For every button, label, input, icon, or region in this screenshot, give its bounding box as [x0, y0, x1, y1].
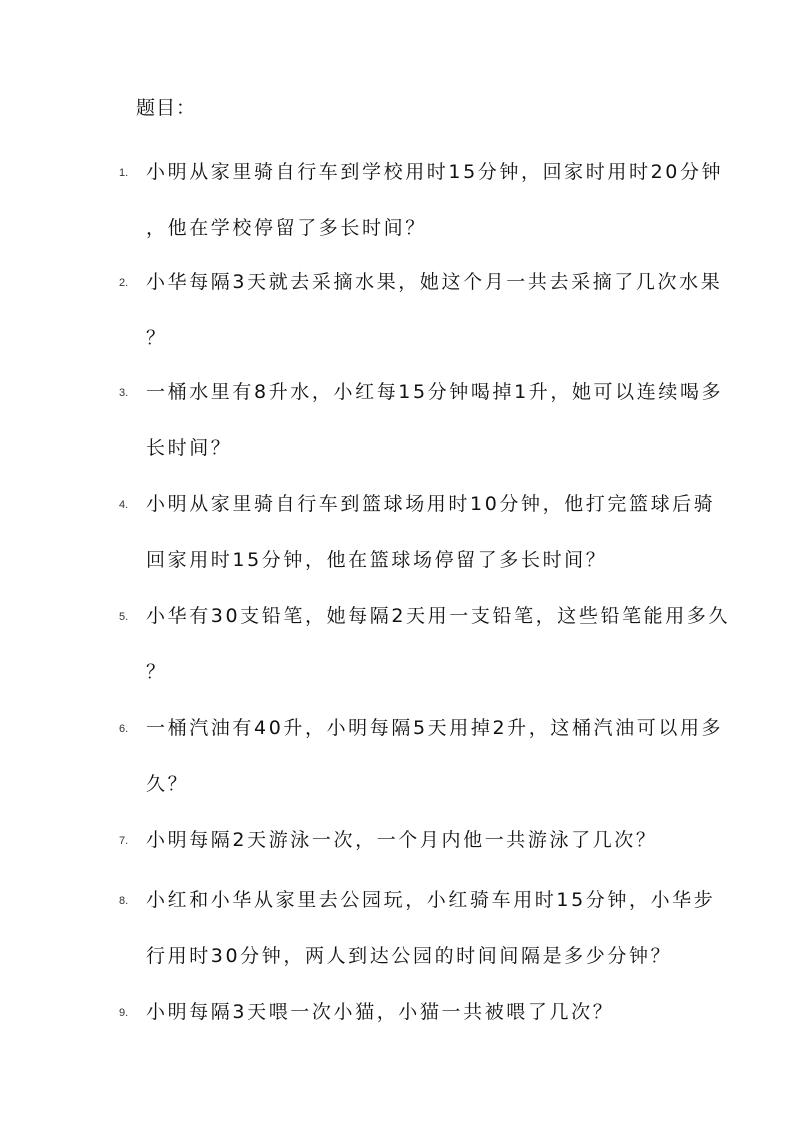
question-text-line: ，他在学校停留了多长时间？: [146, 217, 427, 239]
question-text-line: ？: [146, 327, 168, 349]
question-text-line: 回家用时15分钟，他在篮球场停留了多长时间？: [146, 549, 608, 571]
question-text-line: 小明从家里骑自行车到篮球场用时10分钟，他打完篮球后骑: [146, 493, 716, 515]
question-number: 7.: [119, 835, 129, 847]
question-text: [146, 602, 731, 700]
question-number: 2.: [119, 277, 129, 289]
question-text-line: 小明从家里骑自行车到学校用时15分钟，回家时用时20分钟: [146, 161, 724, 183]
question-text: [146, 886, 716, 984]
page-heading: 题目：: [136, 97, 197, 119]
question-number: 6.: [119, 723, 129, 735]
question-text-line: 小红和小华从家里去公园玩，小红骑车用时15分钟，小华步: [146, 889, 716, 911]
question-number: 9.: [119, 1007, 129, 1019]
question-text-line: 久？: [146, 773, 190, 795]
question-text-line: ？: [146, 661, 168, 683]
question-text-line: 行用时30分钟，两人到达公园的时间间隔是多少分钟？: [146, 945, 673, 967]
question-text: [146, 268, 723, 366]
question-text: [146, 998, 706, 1040]
question-text-line: 小明每隔3天喂一次小猫，小猫一共被喂了几次？: [146, 1001, 615, 1023]
question-text: [146, 490, 716, 588]
question-text: [146, 378, 724, 476]
question-number: 8.: [119, 895, 129, 907]
question-number: 3.: [119, 387, 129, 399]
question-text-line: 长时间？: [146, 437, 233, 459]
question-text: [146, 158, 724, 256]
question-number: 4.: [119, 499, 129, 511]
question-text-line: 小华每隔3天就去采摘水果，她这个月一共去采摘了几次水果: [146, 271, 723, 293]
question-text-line: 一桶水里有8升水，小红每15分钟喝掉1升，她可以连续喝多: [146, 381, 724, 403]
question-number: 5.: [119, 611, 129, 623]
question-text: [146, 826, 706, 868]
question-text-line: 一桶汽油有40升，小明每隔5天用掉2升，这桶汽油可以用多: [146, 717, 724, 739]
question-number: 1.: [119, 167, 129, 179]
question-text: [146, 714, 724, 812]
question-text-line: 小明每隔2天游泳一次，一个月内他一共游泳了几次？: [146, 829, 658, 851]
question-text-line: 小华有30支铅笔，她每隔2天用一支铅笔，这些铅笔能用多久: [146, 605, 731, 627]
